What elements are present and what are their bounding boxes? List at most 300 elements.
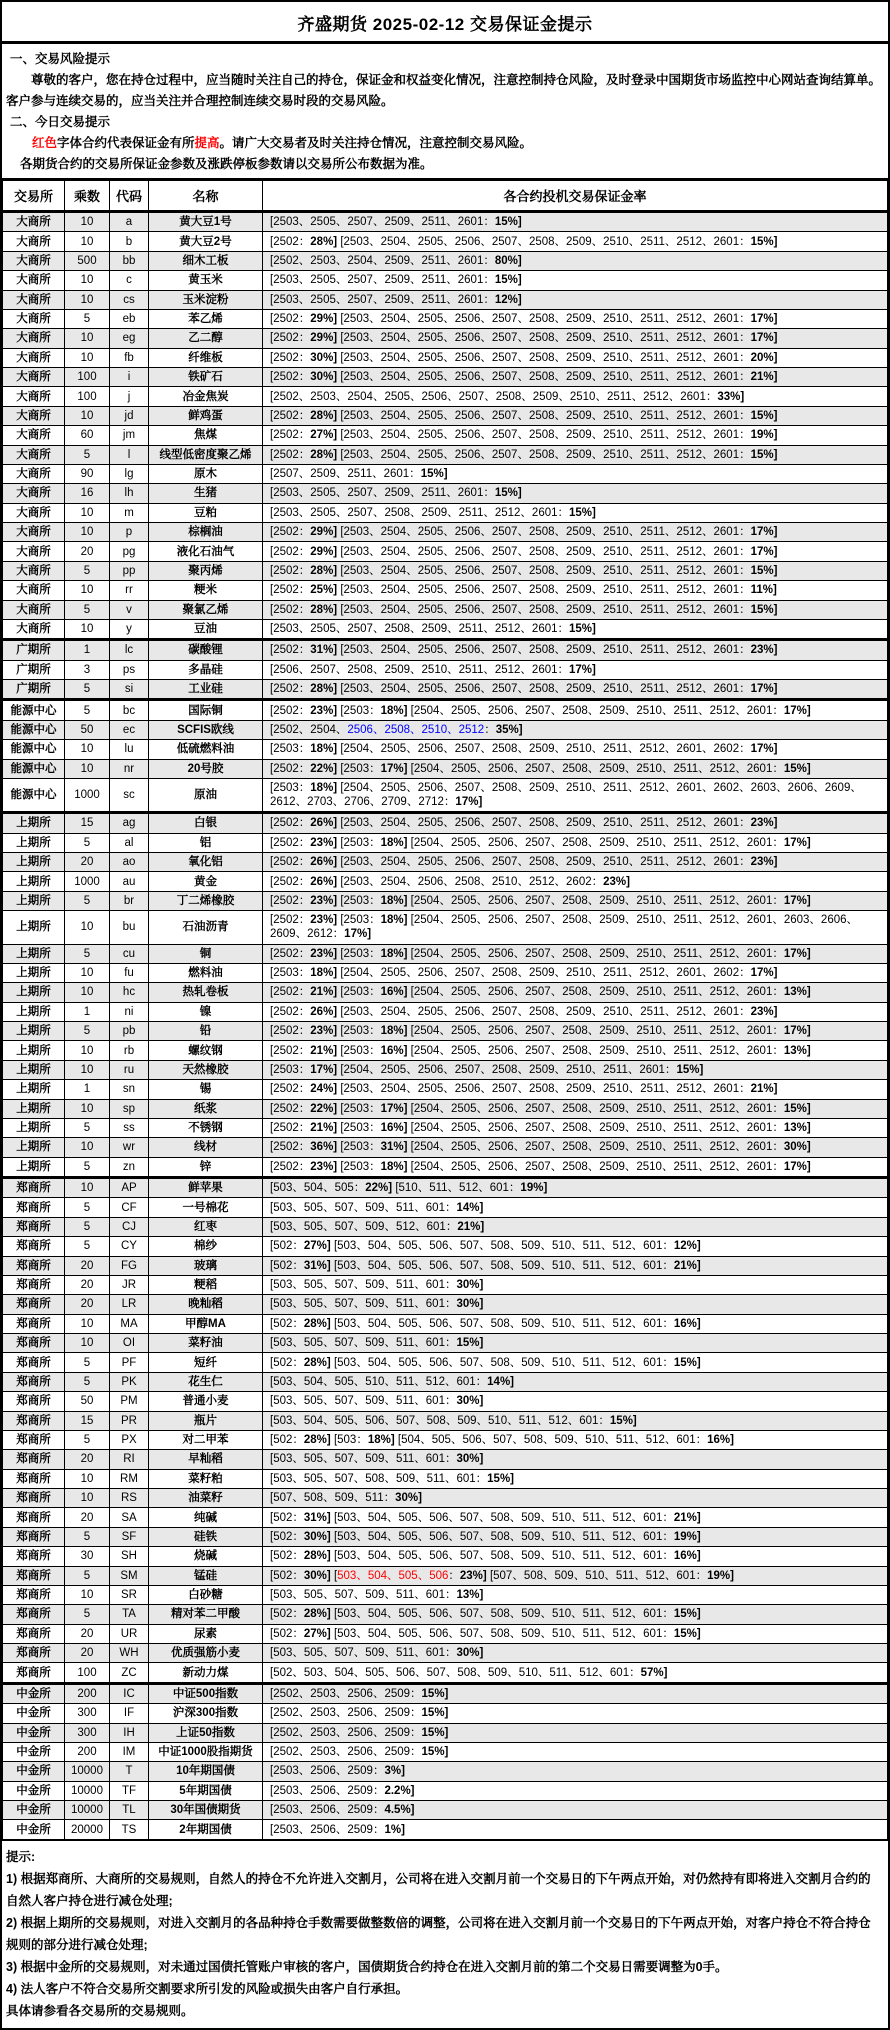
table-row [3, 1295, 888, 1314]
exchange-cell: 上期所 [3, 1157, 65, 1177]
code-cell: ni [110, 1002, 149, 1021]
name-cell: 工业硅 [149, 680, 263, 700]
code-cell: CY [110, 1237, 149, 1256]
table-row [3, 232, 888, 251]
table-row [3, 1430, 888, 1449]
code-cell: i [110, 368, 149, 387]
code-cell: y [110, 619, 149, 639]
table-row [3, 759, 888, 778]
exchange-cell: 上期所 [3, 1002, 65, 1021]
margin-rate-cell: [2503：17%] [2504、2505、2506、2507、2508、2509、2510、2511、2601：15%] [263, 1060, 888, 1079]
margin-rate-cell: [2503、2505、2507、2508、2509、2511、2512、2601：15%] [263, 619, 888, 639]
table-row [3, 1372, 888, 1391]
exchange-cell: 上期所 [3, 1099, 65, 1118]
multiplier-cell: 10 [65, 759, 110, 778]
multiplier-cell: 10 [65, 1334, 110, 1353]
name-cell: 线型低密度聚乙烯 [149, 445, 263, 464]
table-row [3, 503, 888, 522]
table-row [3, 523, 888, 542]
code-cell: a [110, 212, 149, 232]
multiplier-cell: 5 [65, 561, 110, 580]
code-cell: rr [110, 581, 149, 600]
column-header-exchange: 交易所 [3, 180, 65, 212]
code-cell: v [110, 600, 149, 619]
table-row [3, 1314, 888, 1333]
table-row [3, 271, 888, 290]
name-cell: 冶金焦炭 [149, 387, 263, 406]
margin-rate-cell: [2502：23%] [2503：18%] [2504、2505、2506、2507、2508、2509、2510、2511、2512、2601：17%] [263, 700, 888, 720]
code-cell: TA [110, 1605, 149, 1624]
table-row [3, 368, 888, 387]
exchange-cell: 郑商所 [3, 1663, 65, 1683]
name-cell: 聚氯乙烯 [149, 600, 263, 619]
exchange-cell: 上期所 [3, 1022, 65, 1041]
margin-rate-cell: [503、504、505、506、507、508、509、510、511、512、601：15%] [263, 1411, 888, 1430]
code-cell: jm [110, 426, 149, 445]
table-row [3, 720, 888, 739]
table-row [3, 1469, 888, 1488]
margin-rate-cell: [2502：31%] [2503、2504、2505、2506、2507、2508、2509、2510、2511、2512、2601：23%] [263, 640, 888, 660]
exchange-cell: 广期所 [3, 640, 65, 660]
code-cell: ao [110, 853, 149, 872]
table-row [3, 212, 888, 232]
name-cell: 精对苯二甲酸 [149, 1605, 263, 1624]
code-cell: IM [110, 1742, 149, 1761]
margin-rate-cell: [502：28%] [503、504、505、506、507、508、509、510、511、512、601：15%] [263, 1605, 888, 1624]
table-row [3, 445, 888, 464]
name-cell: 中证500指数 [149, 1683, 263, 1703]
name-cell: 10年期国债 [149, 1762, 263, 1781]
exchange-cell: 大商所 [3, 309, 65, 328]
multiplier-cell: 10000 [65, 1781, 110, 1800]
table-row [3, 1022, 888, 1041]
exchange-cell: 大商所 [3, 445, 65, 464]
note-item-1: 1) 根据郑商所、大商所的交易规则，自然人的持仓不允许进入交割月，公司将在进入交割月前一个交易日的下午两点开始，对仍然持有即将进入交割月合约的自然人客户持仓进行减仓处理; [6, 1871, 871, 1908]
margin-rate-cell: [2502：23%] [2503：18%] [2504、2505、2506、2507、2508、2509、2510、2511、2512、2601：17%] [263, 1157, 888, 1177]
notes-heading: 提示: [6, 1849, 36, 1864]
margin-rate-cell: [2502：29%] [2503、2504、2505、2506、2507、2508、2509、2510、2511、2512、2601：17%] [263, 542, 888, 561]
name-cell: 原木 [149, 464, 263, 483]
code-cell: lu [110, 740, 149, 759]
exchange-cell: 大商所 [3, 232, 65, 251]
multiplier-cell: 10 [65, 1138, 110, 1157]
name-cell: 白银 [149, 813, 263, 833]
code-cell: RM [110, 1469, 149, 1488]
name-cell: 热轧卷板 [149, 983, 263, 1002]
margin-rate-cell: [2502、2503、2506、2509：15%] [263, 1742, 888, 1761]
code-cell: bb [110, 251, 149, 270]
code-cell: UR [110, 1624, 149, 1643]
table-row [3, 813, 888, 833]
multiplier-cell: 10 [65, 1041, 110, 1060]
exchange-cell: 上期所 [3, 1080, 65, 1099]
table-row [3, 406, 888, 425]
code-cell: TL [110, 1801, 149, 1820]
margin-rate-cell: [502：28%] [503：18%] [504、505、506、507、508、509、510、511、512、601：16%] [263, 1430, 888, 1449]
exchange-cell: 上期所 [3, 963, 65, 982]
table-row [3, 561, 888, 580]
table-row [3, 1450, 888, 1469]
code-cell: PX [110, 1430, 149, 1449]
name-cell: 纯碱 [149, 1508, 263, 1527]
multiplier-cell: 10 [65, 911, 110, 944]
name-cell: 纸浆 [149, 1099, 263, 1118]
multiplier-cell: 10 [65, 523, 110, 542]
table-row [3, 1683, 888, 1703]
margin-rate-cell: [2502：26%] [2503、2504、2505、2506、2507、2508、2509、2510、2511、2512、2601：23%] [263, 1002, 888, 1021]
exchange-cell: 能源中心 [3, 720, 65, 739]
multiplier-cell: 200 [65, 1683, 110, 1703]
name-cell: 30年国债期货 [149, 1801, 263, 1820]
name-cell: 苯乙烯 [149, 309, 263, 328]
code-cell: PR [110, 1411, 149, 1430]
multiplier-cell: 1000 [65, 778, 110, 812]
multiplier-cell: 5 [65, 1605, 110, 1624]
table-row [3, 1138, 888, 1157]
name-cell: 粳稻 [149, 1275, 263, 1294]
multiplier-cell: 15 [65, 813, 110, 833]
code-cell: zn [110, 1157, 149, 1177]
multiplier-cell: 20 [65, 1275, 110, 1294]
code-cell: sc [110, 778, 149, 812]
code-cell: CJ [110, 1217, 149, 1236]
exchange-cell: 大商所 [3, 368, 65, 387]
exchange-cell: 中金所 [3, 1781, 65, 1800]
name-cell: 鲜鸡蛋 [149, 406, 263, 425]
name-cell: 黄大豆1号 [149, 212, 263, 232]
table-row [3, 1178, 888, 1198]
exchange-cell: 大商所 [3, 600, 65, 619]
multiplier-cell: 10 [65, 740, 110, 759]
code-cell: AP [110, 1178, 149, 1198]
multiplier-cell: 10 [65, 271, 110, 290]
table-row [3, 1566, 888, 1585]
exchange-cell: 大商所 [3, 561, 65, 580]
multiplier-cell: 10 [65, 1585, 110, 1604]
table-row [3, 963, 888, 982]
code-cell: OI [110, 1334, 149, 1353]
margin-rate-cell: [2502：28%] [2503、2504、2505、2506、2507、2508、2509、2510、2511、2512、2601：15%] [263, 600, 888, 619]
table-row [3, 1237, 888, 1256]
code-cell: PF [110, 1353, 149, 1372]
multiplier-cell: 3 [65, 660, 110, 679]
exchange-cell: 大商所 [3, 387, 65, 406]
code-cell: p [110, 523, 149, 542]
margin-rate-cell: [502：28%] [503、504、505、506、507、508、509、510、511、512、601：16%] [263, 1547, 888, 1566]
margin-rate-cell: [2502：36%] [2503：31%] [2504、2505、2506、2507、2508、2509、2510、2511、2512、2601：30%] [263, 1138, 888, 1157]
multiplier-cell: 10 [65, 1099, 110, 1118]
margin-rate-cell: [2502：29%] [2503、2504、2505、2506、2507、2508、2509、2510、2511、2512、2601：17%] [263, 329, 888, 348]
multiplier-cell: 100 [65, 1663, 110, 1683]
exchange-cell: 上期所 [3, 891, 65, 910]
name-cell: 铁矿石 [149, 368, 263, 387]
exchange-cell: 大商所 [3, 348, 65, 367]
intro-section [2, 44, 888, 178]
name-cell: 棉纱 [149, 1237, 263, 1256]
code-cell: sn [110, 1080, 149, 1099]
multiplier-cell: 5 [65, 1118, 110, 1137]
margin-rate-cell: [2502：23%] [2503：18%] [2504、2505、2506、2507、2508、2509、2510、2511、2512、2601：17%] [263, 891, 888, 910]
exchange-cell: 上期所 [3, 1138, 65, 1157]
section2-heading: 二、今日交易提示 [10, 115, 111, 129]
exchange-param-line: 各期货合约的交易所保证金参数及涨跌停板参数请以交易所公布数据为准。 [20, 157, 433, 171]
exchange-cell: 郑商所 [3, 1450, 65, 1469]
exchange-cell: 郑商所 [3, 1585, 65, 1604]
exchange-cell: 郑商所 [3, 1217, 65, 1236]
name-cell: 氧化铝 [149, 853, 263, 872]
name-cell: 20号胶 [149, 759, 263, 778]
code-cell: m [110, 503, 149, 522]
margin-rate-cell: [503、505、507、509、511、601：30%] [263, 1450, 888, 1469]
note-item-2: 2) 根据上期所的交易规则，对进入交割月的各品种持仓手数需要做整数倍的调整，公司将在进入交割月前一个交易日的下午两点开始，对客户持仓不符合持仓规则的部分进行减仓处理; [6, 1915, 871, 1952]
table-row [3, 619, 888, 639]
name-cell: 菜籽油 [149, 1334, 263, 1353]
multiplier-cell: 5 [65, 1022, 110, 1041]
margin-rate-cell: [2502：28%] [2503、2504、2505、2506、2507、2508、2509、2510、2511、2512、2601：15%] [263, 406, 888, 425]
name-cell: 短纤 [149, 1353, 263, 1372]
margin-rate-cell: [2502：26%] [2503、2504、2505、2506、2507、2508、2509、2510、2511、2512、2601：23%] [263, 813, 888, 833]
table-row [3, 1663, 888, 1683]
name-cell: 镍 [149, 1002, 263, 1021]
name-cell: 甲醇MA [149, 1314, 263, 1333]
margin-rate-cell: [2502、2503、2506、2509：15%] [263, 1683, 888, 1703]
section1-heading: 一、交易风险提示 [10, 52, 111, 66]
table-row [3, 1334, 888, 1353]
table-row [3, 600, 888, 619]
margin-rate-cell: [2502：23%] [2503：18%] [2504、2505、2506、2507、2508、2509、2510、2511、2512、2601、2603、2606、2609、2612：17%] [263, 911, 888, 944]
exchange-cell: 中金所 [3, 1704, 65, 1723]
name-cell: 尿素 [149, 1624, 263, 1643]
name-cell: 鲜苹果 [149, 1178, 263, 1198]
multiplier-cell: 5 [65, 600, 110, 619]
name-cell: 石油沥青 [149, 911, 263, 944]
code-cell: TS [110, 1820, 149, 1840]
table-row [3, 484, 888, 503]
multiplier-cell: 5 [65, 944, 110, 963]
margin-rate-cell: [2502：23%] [2503：18%] [2504、2505、2506、2507、2508、2509、2510、2511、2512、2601：17%] [263, 944, 888, 963]
code-cell: lh [110, 484, 149, 503]
exchange-cell: 中金所 [3, 1820, 65, 1840]
multiplier-cell: 5 [65, 700, 110, 720]
code-cell: CF [110, 1198, 149, 1217]
name-cell: 豆粕 [149, 503, 263, 522]
name-cell: 低硫燃料油 [149, 740, 263, 759]
table-row [3, 1820, 888, 1840]
code-cell: TF [110, 1781, 149, 1800]
exchange-cell: 郑商所 [3, 1256, 65, 1275]
exchange-cell: 大商所 [3, 406, 65, 425]
margin-rate-cell: [502、503、504、505、506、507、508、509、510、511、512、601：57%] [263, 1663, 888, 1683]
margin-rate-cell: [502：28%] [503、504、505、506、507、508、509、510、511、512、601：15%] [263, 1353, 888, 1372]
multiplier-cell: 1 [65, 640, 110, 660]
name-cell: 玻璃 [149, 1256, 263, 1275]
code-cell: si [110, 680, 149, 700]
table-row [3, 329, 888, 348]
column-header-name: 名称 [149, 180, 263, 212]
exchange-cell: 能源中心 [3, 700, 65, 720]
code-cell: SH [110, 1547, 149, 1566]
multiplier-cell: 20 [65, 1295, 110, 1314]
multiplier-cell: 5 [65, 1217, 110, 1236]
margin-rate-cell: [2503、2506、2509：3%] [263, 1762, 888, 1781]
exchange-cell: 大商所 [3, 484, 65, 503]
code-cell: hc [110, 983, 149, 1002]
exchange-cell: 郑商所 [3, 1198, 65, 1217]
name-cell: 原油 [149, 778, 263, 812]
multiplier-cell: 5 [65, 833, 110, 852]
table-row [3, 1723, 888, 1742]
code-cell: RS [110, 1489, 149, 1508]
exchange-cell: 上期所 [3, 1041, 65, 1060]
multiplier-cell: 20 [65, 1256, 110, 1275]
code-cell: pg [110, 542, 149, 561]
code-cell: ps [110, 660, 149, 679]
name-cell: 锰硅 [149, 1566, 263, 1585]
name-cell: 早籼稻 [149, 1450, 263, 1469]
margin-rate-cell: [503、505、507、509、511、601：30%] [263, 1644, 888, 1663]
column-header-margin-rate: 各合约投机交易保证金率 [263, 180, 888, 212]
name-cell: 红枣 [149, 1217, 263, 1236]
exchange-cell: 上期所 [3, 1060, 65, 1079]
margin-rate-cell: [503、505、507、509、511、601：30%] [263, 1275, 888, 1294]
exchange-cell: 上期所 [3, 944, 65, 963]
margin-rate-cell: [503、505、507、509、511、601：14%] [263, 1198, 888, 1217]
margin-rate-cell: [502：30%] [503、504、505、506、507、508、509、510、511、512、601：19%] [263, 1527, 888, 1546]
multiplier-cell: 5 [65, 1430, 110, 1449]
exchange-cell: 广期所 [3, 680, 65, 700]
multiplier-cell: 20 [65, 853, 110, 872]
margin-rate-cell: [2502、2503、2504、2509、2511、2601：80%] [263, 251, 888, 270]
multiplier-cell: 10 [65, 212, 110, 232]
code-cell: jd [110, 406, 149, 425]
name-cell: 5年期国债 [149, 1781, 263, 1800]
table-row [3, 833, 888, 852]
name-cell: 碳酸锂 [149, 640, 263, 660]
code-cell: al [110, 833, 149, 852]
multiplier-cell: 5 [65, 1157, 110, 1177]
multiplier-cell: 90 [65, 464, 110, 483]
multiplier-cell: 5 [65, 1527, 110, 1546]
multiplier-cell: 10 [65, 619, 110, 639]
name-cell: 多晶硅 [149, 660, 263, 679]
multiplier-cell: 10000 [65, 1801, 110, 1820]
table-row [3, 1198, 888, 1217]
multiplier-cell: 15 [65, 1411, 110, 1430]
margin-rate-cell: [2502：21%] [2503：16%] [2504、2505、2506、2507、2508、2509、2510、2511、2512、2601：13%] [263, 1041, 888, 1060]
table-row [3, 1118, 888, 1137]
multiplier-cell: 10 [65, 1178, 110, 1198]
multiplier-cell: 100 [65, 387, 110, 406]
code-cell: sp [110, 1099, 149, 1118]
name-cell: 燃料油 [149, 963, 263, 982]
name-cell: 新动力煤 [149, 1663, 263, 1683]
multiplier-cell: 5 [65, 1237, 110, 1256]
table-row [3, 1624, 888, 1643]
exchange-cell: 郑商所 [3, 1644, 65, 1663]
exchange-cell: 郑商所 [3, 1372, 65, 1391]
name-cell: 细木工板 [149, 251, 263, 270]
code-cell: lg [110, 464, 149, 483]
table-row [3, 700, 888, 720]
table-row [3, 1605, 888, 1624]
margin-rate-cell: [502：27%] [503、504、505、506、507、508、509、510、511、512、601：12%] [263, 1237, 888, 1256]
multiplier-cell: 60 [65, 426, 110, 445]
multiplier-cell: 10 [65, 329, 110, 348]
margin-rate-cell: [502：31%] [503、504、505、506、507、508、509、510、511、512、601：21%] [263, 1508, 888, 1527]
column-header-code: 代码 [110, 180, 149, 212]
margin-rate-cell: [502：27%] [503、504、505、506、507、508、509、510、511、512、601：15%] [263, 1624, 888, 1643]
name-cell: 普通小麦 [149, 1392, 263, 1411]
code-cell: FG [110, 1256, 149, 1275]
name-cell: 锡 [149, 1080, 263, 1099]
code-cell: SA [110, 1508, 149, 1527]
name-cell: 铜 [149, 944, 263, 963]
table-row [3, 1781, 888, 1800]
multiplier-cell: 300 [65, 1723, 110, 1742]
multiplier-cell: 10 [65, 1489, 110, 1508]
multiplier-cell: 10 [65, 290, 110, 309]
exchange-cell: 能源中心 [3, 740, 65, 759]
table-row [3, 1002, 888, 1021]
exchange-cell: 郑商所 [3, 1334, 65, 1353]
margin-rate-cell: [502：31%] [503、504、505、506、507、508、509、510、511、512、601：21%] [263, 1256, 888, 1275]
multiplier-cell: 1 [65, 1002, 110, 1021]
table-row [3, 1060, 888, 1079]
margin-rate-cell: [2502：22%] [2503：17%] [2504、2505、2506、2507、2508、2509、2510、2511、2512、2601：15%] [263, 759, 888, 778]
margin-rate-cell: [2503、2506、2509：1%] [263, 1820, 888, 1840]
multiplier-cell: 10 [65, 581, 110, 600]
exchange-cell: 郑商所 [3, 1237, 65, 1256]
name-cell: 国际铜 [149, 700, 263, 720]
table-row [3, 1353, 888, 1372]
table-row [3, 983, 888, 1002]
exchange-cell: 郑商所 [3, 1392, 65, 1411]
margin-rate-cell: [2502：27%] [2503、2504、2505、2506、2507、2508、2509、2510、2511、2512、2601：19%] [263, 426, 888, 445]
multiplier-cell: 10 [65, 1314, 110, 1333]
name-cell: 线材 [149, 1138, 263, 1157]
name-cell: 铝 [149, 833, 263, 852]
exchange-cell: 郑商所 [3, 1275, 65, 1294]
name-cell: 液化石油气 [149, 542, 263, 561]
margin-rate-cell: [2502：28%] [2503、2504、2505、2506、2507、2508、2509、2510、2511、2512、2601：17%] [263, 680, 888, 700]
exchange-cell: 大商所 [3, 329, 65, 348]
margin-rate-cell: [503、505、507、508、509、511、601：15%] [263, 1469, 888, 1488]
name-cell: 粳米 [149, 581, 263, 600]
code-cell: SR [110, 1585, 149, 1604]
name-cell: 不锈钢 [149, 1118, 263, 1137]
name-cell: 上证50指数 [149, 1723, 263, 1742]
code-cell: br [110, 891, 149, 910]
multiplier-cell: 300 [65, 1704, 110, 1723]
table-row [3, 251, 888, 270]
code-cell: JR [110, 1275, 149, 1294]
multiplier-cell: 50 [65, 1392, 110, 1411]
margin-rate-cell: [503、505、507、509、511、601：13%] [263, 1585, 888, 1604]
exchange-cell: 郑商所 [3, 1489, 65, 1508]
exchange-cell: 大商所 [3, 581, 65, 600]
exchange-cell: 大商所 [3, 212, 65, 232]
margin-rate-cell: [2503、2505、2507、2509、2511、2601：15%] [263, 212, 888, 232]
code-cell: b [110, 232, 149, 251]
table-row [3, 1762, 888, 1781]
name-cell: 烧碱 [149, 1547, 263, 1566]
margin-rate-cell: [2502：26%] [2503、2504、2506、2508、2510、2512、2602：23%] [263, 872, 888, 891]
margin-rate-cell: [2502：23%] [2503：18%] [2504、2505、2506、2507、2508、2509、2510、2511、2512、2601：17%] [263, 833, 888, 852]
exchange-cell: 大商所 [3, 251, 65, 270]
multiplier-cell: 10 [65, 406, 110, 425]
table-row [3, 1742, 888, 1761]
multiplier-cell: 10 [65, 503, 110, 522]
